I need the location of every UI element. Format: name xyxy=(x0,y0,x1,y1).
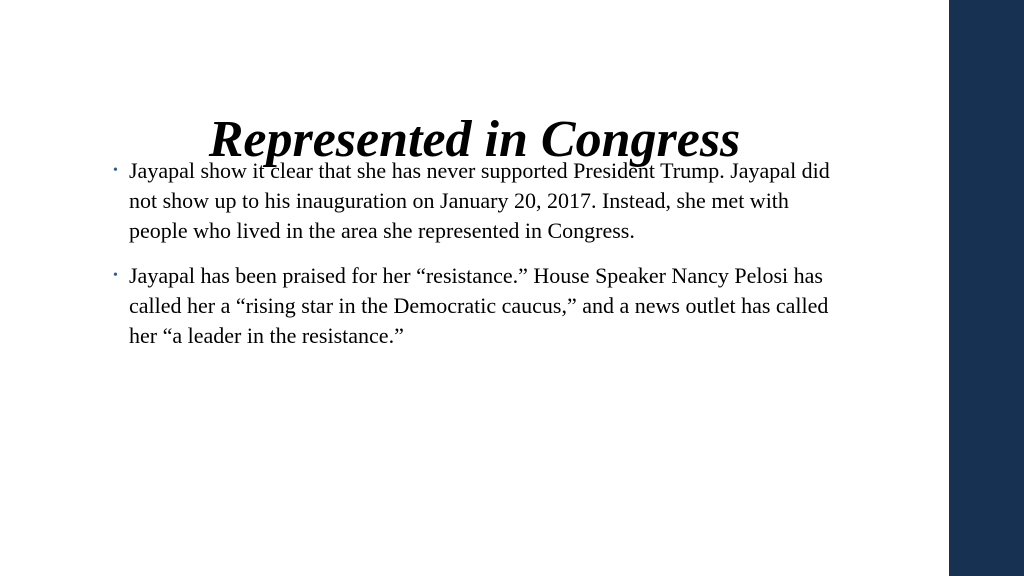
bullet-dot-icon: • xyxy=(113,268,118,283)
bullet-dot-icon: • xyxy=(113,163,118,178)
bullet-text: Jayapal show it clear that she has never supported President Trump. Jayapal did not show up to his inauguration on January 20, 2017. Instead, she met with people who lived in the area she represented in Congress. xyxy=(129,158,830,243)
bullet-item xyxy=(110,156,830,246)
slide-title: Represented in Congress xyxy=(208,110,741,168)
bullet-list xyxy=(110,156,830,366)
bullet-text: Jayapal has been praised for her “resistance.” House Speaker Nancy Pelosi has called her a “rising star in the Democratic caucus,” and a news outlet has called her “a leader in the resistance.” xyxy=(129,263,829,348)
side-accent-bar xyxy=(949,0,1024,576)
bullet-item xyxy=(110,261,830,351)
